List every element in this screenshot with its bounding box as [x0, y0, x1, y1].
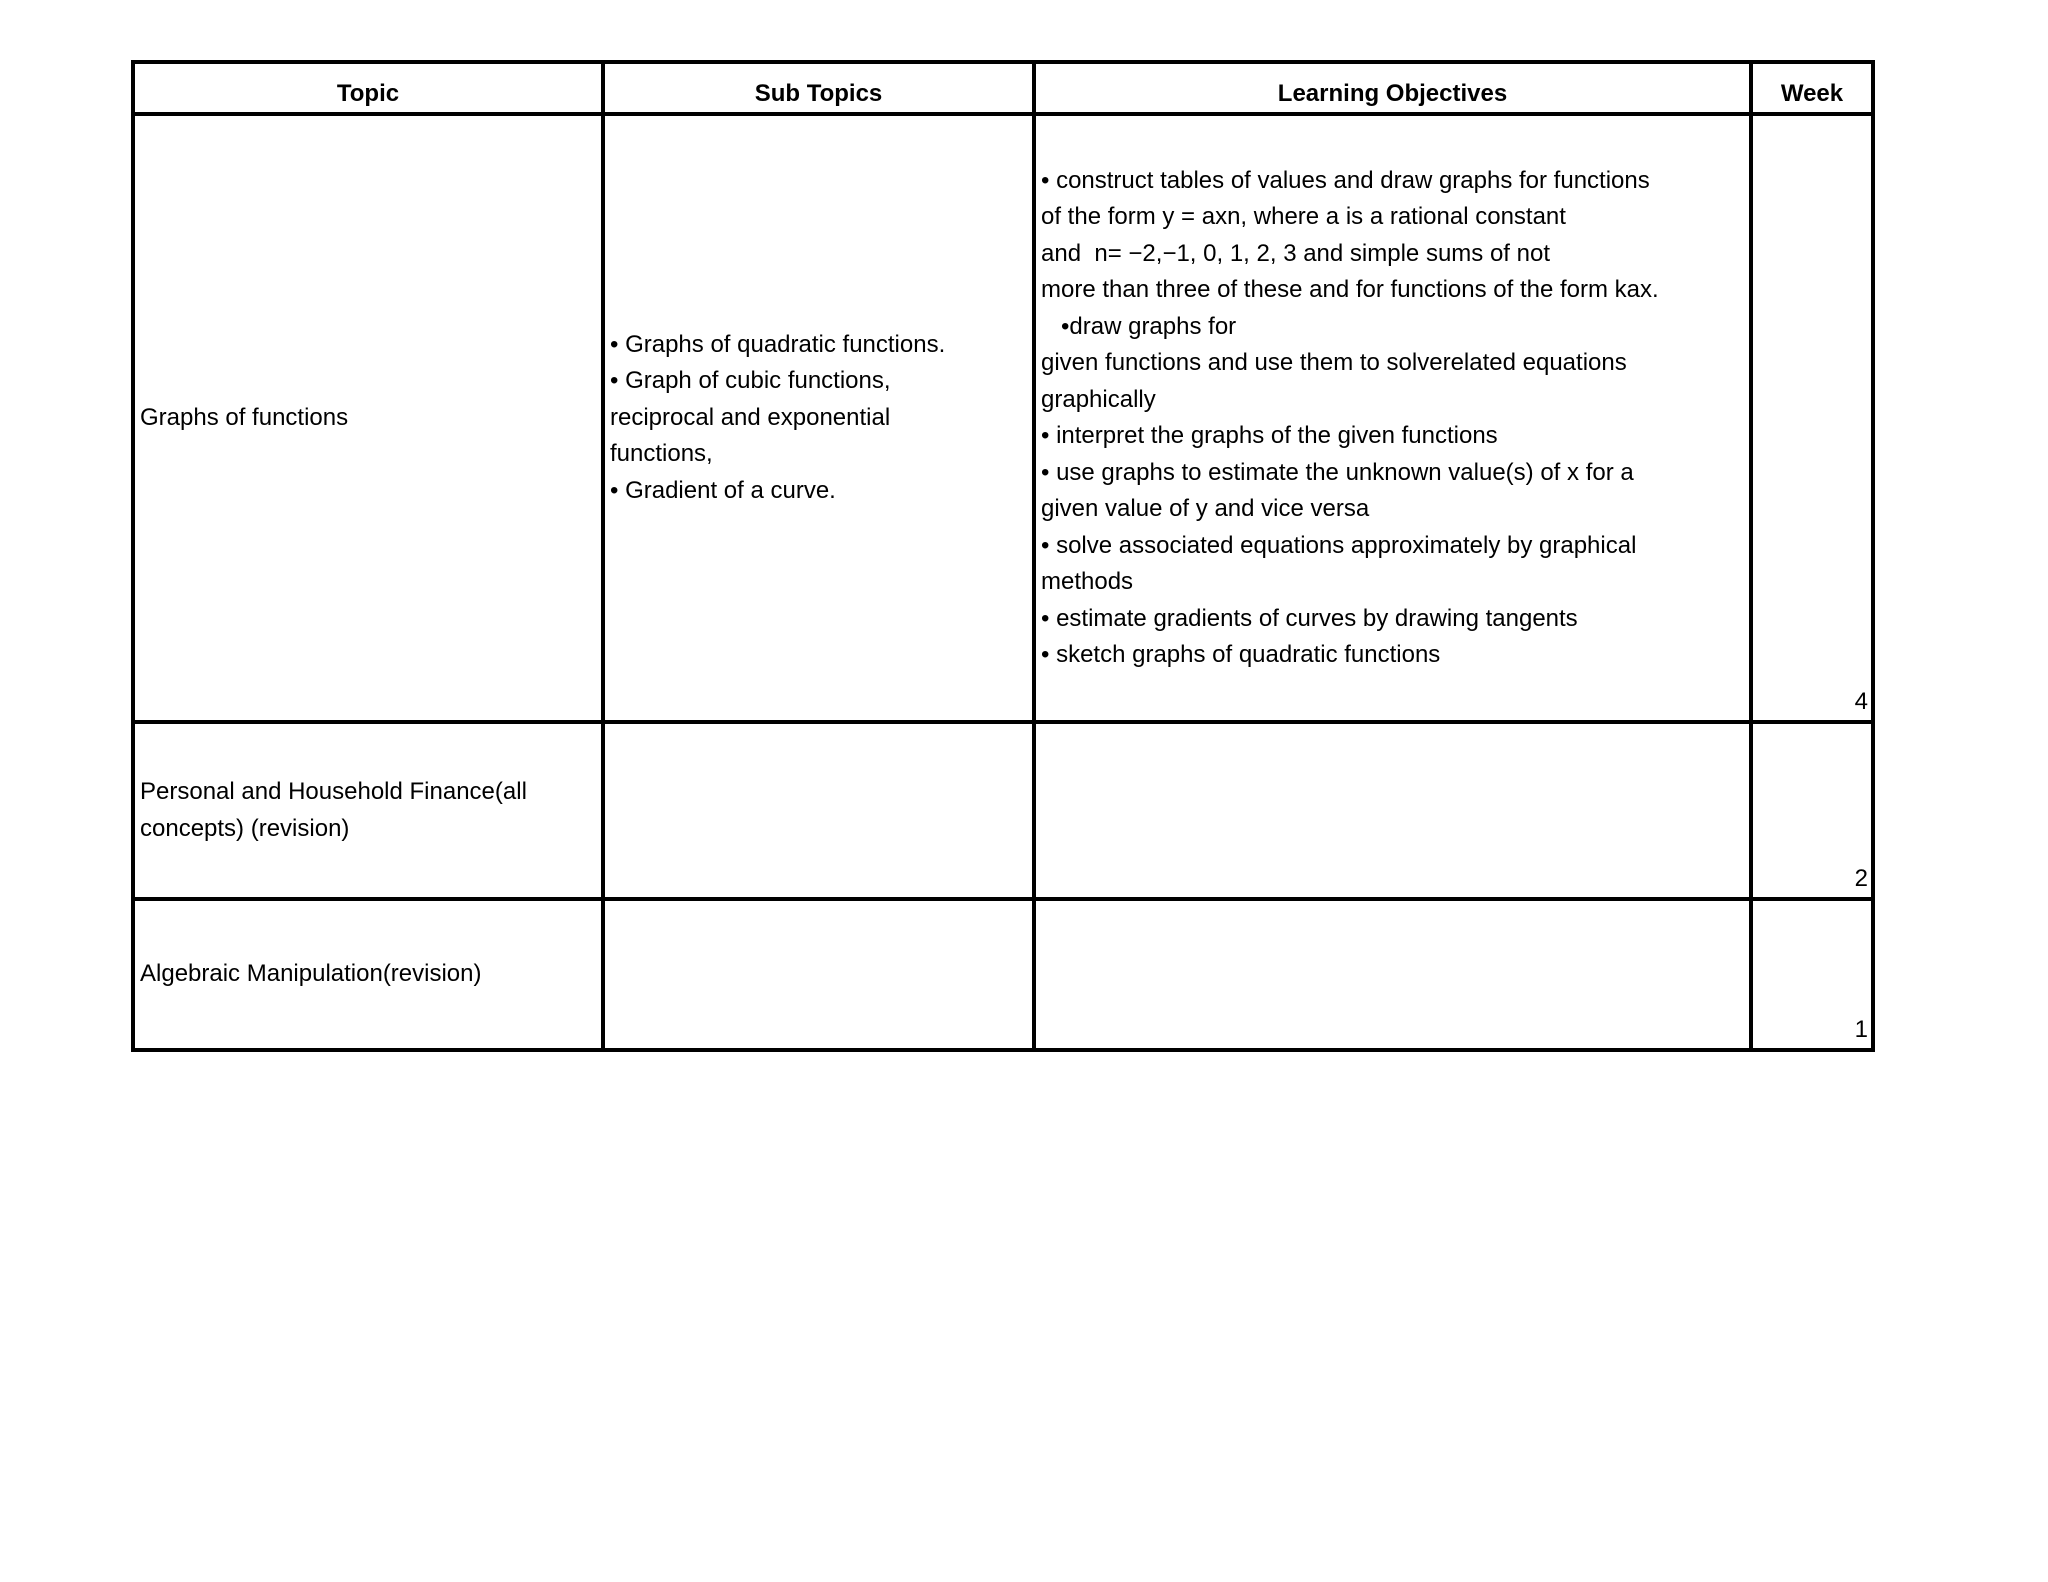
objective-line: • sketch graphs of quadratic functions — [1041, 641, 1441, 668]
learning-objectives-cell — [1034, 899, 1751, 1050]
objective-line: more than three of these and for functions of the form kax. — [1041, 276, 1659, 303]
header-topic: Topic — [133, 62, 603, 114]
sub-topics-cell — [603, 899, 1034, 1050]
objective-line: •draw graphs for — [1041, 312, 1237, 340]
week-cell: 1 — [1751, 899, 1873, 1050]
sub-topic-line: • Graph of cubic functions, — [610, 367, 891, 395]
header-learning-objectives: Learning Objectives — [1034, 62, 1751, 114]
objective-line: methods — [1041, 568, 1134, 595]
objective-line: • construct tables of values and draw graphs for functions — [1041, 166, 1650, 194]
topic-line: Algebraic Manipulation(revision) — [140, 960, 482, 988]
table-row — [133, 899, 1873, 1050]
sub-topic-line: functions, — [610, 440, 713, 468]
header-sub-topics: Sub Topics — [603, 62, 1034, 114]
learning-objectives-cell — [1034, 114, 1751, 722]
topic-cell — [133, 114, 603, 722]
objective-line: and n= −2,−1, 0, 1, 2, 3 and simple sums of not — [1041, 239, 1550, 267]
table-row — [133, 722, 1873, 899]
objective-line: • interpret the graphs of the given functions — [1041, 422, 1498, 449]
learning-objectives-cell — [1034, 722, 1751, 899]
objective-line: graphically — [1041, 385, 1156, 413]
objective-line: given value of y and vice versa — [1041, 495, 1370, 522]
topic-cell — [133, 899, 603, 1050]
topic-line: concepts) (revision) — [140, 814, 350, 842]
header-row — [133, 62, 1873, 114]
objective-line: • estimate gradients of curves by drawing tangents — [1041, 604, 1578, 632]
objective-line: of the form y = axn, where a is a rational constant — [1041, 203, 1566, 230]
week-cell: 2 — [1751, 722, 1873, 899]
sub-topics-cell — [603, 114, 1034, 722]
objective-line: • use graphs to estimate the unknown value(s) of x for a — [1041, 458, 1634, 486]
sub-topic-line: • Graphs of quadratic functions. — [610, 330, 946, 358]
topic-text: Graphs of functions — [140, 403, 349, 431]
table-row — [133, 114, 1873, 722]
sub-topic-line: • Gradient of a curve. — [610, 476, 836, 504]
objective-line: • solve associated equations approximately by graphical — [1041, 531, 1637, 559]
sub-topics-cell — [603, 722, 1034, 899]
week-cell: 4 — [1751, 114, 1873, 722]
sub-topic-line: reciprocal and exponential — [610, 403, 891, 431]
objective-line: given functions and use them to solverelated equations — [1041, 349, 1627, 376]
header-week: Week — [1751, 62, 1873, 114]
topic-line: Personal and Household Finance(all — [140, 778, 527, 805]
scheme-of-work-table — [131, 60, 1875, 1052]
topic-cell — [133, 722, 603, 899]
